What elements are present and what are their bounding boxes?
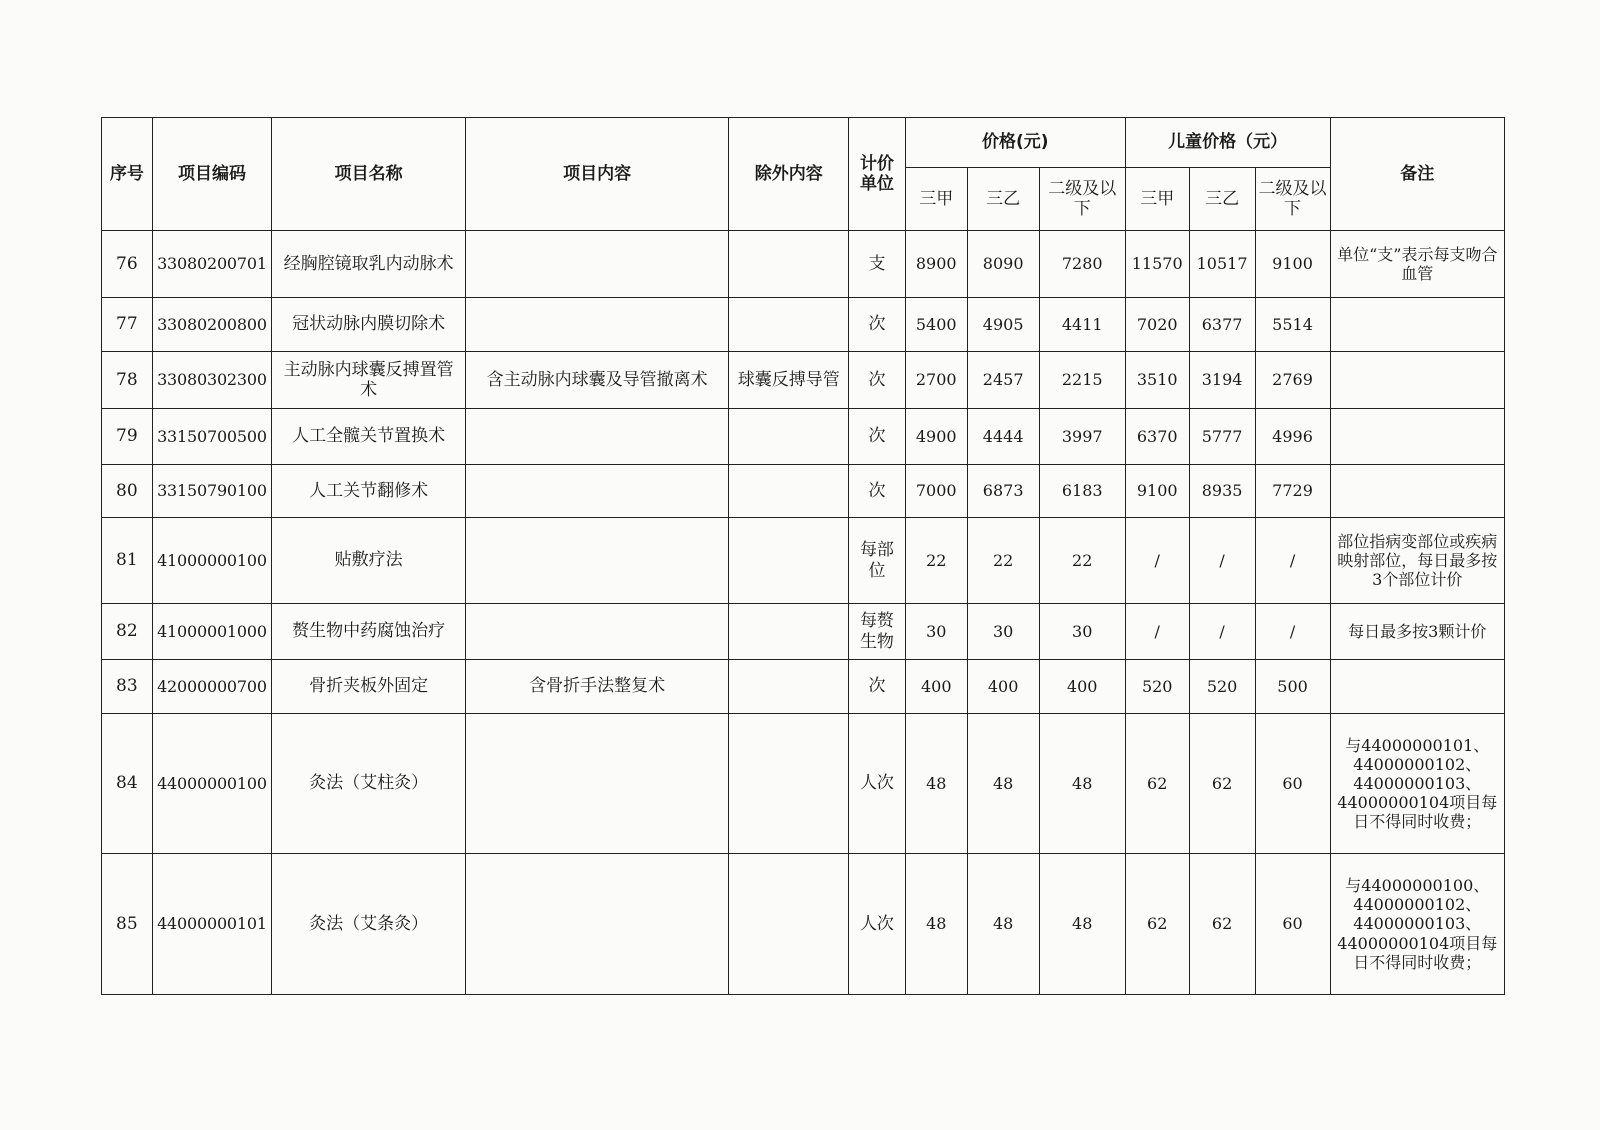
row-seq: 76 bbox=[102, 231, 153, 298]
row-unit: 支 bbox=[849, 231, 906, 298]
row-unit: 次 bbox=[849, 660, 906, 714]
row-child-price-3: 60 bbox=[1255, 854, 1330, 995]
header-price-tier-3: 二级及以下 bbox=[1039, 168, 1125, 231]
row-note: 每日最多按3颗计价 bbox=[1330, 604, 1504, 660]
row-note bbox=[1330, 409, 1504, 465]
table-row bbox=[102, 714, 1505, 854]
row-content bbox=[465, 409, 729, 465]
row-seq: 77 bbox=[102, 298, 153, 352]
row-price-2: 400 bbox=[967, 660, 1039, 714]
row-child-price-2: 520 bbox=[1189, 660, 1255, 714]
row-child-price-3: 9100 bbox=[1255, 231, 1330, 298]
row-child-price-3: / bbox=[1255, 518, 1330, 604]
table-row bbox=[102, 465, 1505, 518]
row-name: 贴敷疗法 bbox=[272, 518, 466, 604]
row-seq: 78 bbox=[102, 352, 153, 409]
price-table-page bbox=[101, 117, 1505, 995]
header-unit: 计价单位 bbox=[849, 118, 906, 231]
row-child-price-3: 500 bbox=[1255, 660, 1330, 714]
row-child-price-1: 7020 bbox=[1125, 298, 1189, 352]
row-code: 33080302300 bbox=[152, 352, 272, 409]
row-note: 与44000000100、44000000102、44000000103、44000000104项目每日不得同时收费； bbox=[1330, 854, 1504, 995]
header-note: 备注 bbox=[1330, 118, 1504, 231]
row-price-3: 3997 bbox=[1039, 409, 1125, 465]
row-price-1: 2700 bbox=[905, 352, 967, 409]
row-seq: 82 bbox=[102, 604, 153, 660]
row-seq: 81 bbox=[102, 518, 153, 604]
row-price-1: 8900 bbox=[905, 231, 967, 298]
table-row bbox=[102, 352, 1505, 409]
row-child-price-2: 10517 bbox=[1189, 231, 1255, 298]
row-content bbox=[465, 231, 729, 298]
row-excluded: 球囊反搏导管 bbox=[729, 352, 849, 409]
row-unit: 次 bbox=[849, 298, 906, 352]
row-excluded bbox=[729, 465, 849, 518]
row-child-price-1: 62 bbox=[1125, 854, 1189, 995]
row-seq: 80 bbox=[102, 465, 153, 518]
row-unit: 每部位 bbox=[849, 518, 906, 604]
row-seq: 83 bbox=[102, 660, 153, 714]
row-child-price-3: / bbox=[1255, 604, 1330, 660]
row-child-price-3: 60 bbox=[1255, 714, 1330, 854]
row-price-3: 2215 bbox=[1039, 352, 1125, 409]
price-table bbox=[101, 117, 1505, 995]
row-price-2: 48 bbox=[967, 854, 1039, 995]
row-price-2: 6873 bbox=[967, 465, 1039, 518]
row-child-price-2: 3194 bbox=[1189, 352, 1255, 409]
row-unit: 次 bbox=[849, 465, 906, 518]
row-content bbox=[465, 854, 729, 995]
row-code: 33080200701 bbox=[152, 231, 272, 298]
header-content: 项目内容 bbox=[465, 118, 729, 231]
row-code: 42000000700 bbox=[152, 660, 272, 714]
table-row bbox=[102, 298, 1505, 352]
row-child-price-3: 5514 bbox=[1255, 298, 1330, 352]
row-child-price-3: 2769 bbox=[1255, 352, 1330, 409]
row-child-price-1: 62 bbox=[1125, 714, 1189, 854]
row-code: 44000000101 bbox=[152, 854, 272, 995]
row-name: 赘生物中药腐蚀治疗 bbox=[272, 604, 466, 660]
row-content bbox=[465, 714, 729, 854]
table-row bbox=[102, 854, 1505, 995]
row-price-3: 48 bbox=[1039, 854, 1125, 995]
header-code: 项目编码 bbox=[152, 118, 272, 231]
row-seq: 85 bbox=[102, 854, 153, 995]
table-row bbox=[102, 231, 1505, 298]
table-row bbox=[102, 604, 1505, 660]
row-child-price-3: 4996 bbox=[1255, 409, 1330, 465]
row-price-1: 400 bbox=[905, 660, 967, 714]
row-child-price-2: / bbox=[1189, 604, 1255, 660]
row-child-price-2: 62 bbox=[1189, 854, 1255, 995]
row-child-price-1: / bbox=[1125, 518, 1189, 604]
header-excluded: 除外内容 bbox=[729, 118, 849, 231]
row-price-2: 2457 bbox=[967, 352, 1039, 409]
row-price-2: 48 bbox=[967, 714, 1039, 854]
table-row bbox=[102, 518, 1505, 604]
row-price-3: 6183 bbox=[1039, 465, 1125, 518]
row-unit: 次 bbox=[849, 409, 906, 465]
row-content bbox=[465, 604, 729, 660]
header-price-tier-2: 三乙 bbox=[967, 168, 1039, 231]
row-price-3: 4411 bbox=[1039, 298, 1125, 352]
row-code: 33150700500 bbox=[152, 409, 272, 465]
row-excluded bbox=[729, 518, 849, 604]
row-note bbox=[1330, 660, 1504, 714]
header-child-tier-1: 三甲 bbox=[1125, 168, 1189, 231]
row-seq: 84 bbox=[102, 714, 153, 854]
row-name: 灸法（艾条灸） bbox=[272, 854, 466, 995]
row-code: 44000000100 bbox=[152, 714, 272, 854]
row-unit: 次 bbox=[849, 352, 906, 409]
row-price-3: 48 bbox=[1039, 714, 1125, 854]
row-excluded bbox=[729, 298, 849, 352]
row-child-price-2: 8935 bbox=[1189, 465, 1255, 518]
header-price-group: 价格(元) bbox=[905, 118, 1125, 168]
row-child-price-1: 9100 bbox=[1125, 465, 1189, 518]
row-excluded bbox=[729, 854, 849, 995]
row-child-price-1: 6370 bbox=[1125, 409, 1189, 465]
row-unit: 每赘生物 bbox=[849, 604, 906, 660]
row-name: 经胸腔镜取乳内动脉术 bbox=[272, 231, 466, 298]
row-child-price-1: 11570 bbox=[1125, 231, 1189, 298]
row-content bbox=[465, 518, 729, 604]
row-code: 41000001000 bbox=[152, 604, 272, 660]
row-price-2: 30 bbox=[967, 604, 1039, 660]
row-price-3: 400 bbox=[1039, 660, 1125, 714]
row-excluded bbox=[729, 660, 849, 714]
row-note bbox=[1330, 298, 1504, 352]
table-row bbox=[102, 409, 1505, 465]
row-unit: 人次 bbox=[849, 854, 906, 995]
row-note: 与44000000101、44000000102、44000000103、44000000104项目每日不得同时收费； bbox=[1330, 714, 1504, 854]
row-child-price-2: 5777 bbox=[1189, 409, 1255, 465]
row-child-price-3: 7729 bbox=[1255, 465, 1330, 518]
row-price-1: 48 bbox=[905, 854, 967, 995]
header-child-price-group: 儿童价格（元） bbox=[1125, 118, 1330, 168]
row-name: 主动脉内球囊反搏置管术 bbox=[272, 352, 466, 409]
row-price-2: 4905 bbox=[967, 298, 1039, 352]
row-note bbox=[1330, 352, 1504, 409]
header-seq: 序号 bbox=[102, 118, 153, 231]
row-price-2: 22 bbox=[967, 518, 1039, 604]
row-code: 33080200800 bbox=[152, 298, 272, 352]
row-name: 冠状动脉内膜切除术 bbox=[272, 298, 466, 352]
row-excluded bbox=[729, 231, 849, 298]
header-child-tier-3: 二级及以下 bbox=[1255, 168, 1330, 231]
row-seq: 79 bbox=[102, 409, 153, 465]
row-content: 含骨折手法整复术 bbox=[465, 660, 729, 714]
row-price-1: 22 bbox=[905, 518, 967, 604]
row-child-price-2: 6377 bbox=[1189, 298, 1255, 352]
row-price-3: 30 bbox=[1039, 604, 1125, 660]
row-price-1: 48 bbox=[905, 714, 967, 854]
row-content bbox=[465, 465, 729, 518]
row-unit: 人次 bbox=[849, 714, 906, 854]
row-price-3: 22 bbox=[1039, 518, 1125, 604]
row-price-2: 4444 bbox=[967, 409, 1039, 465]
row-price-2: 8090 bbox=[967, 231, 1039, 298]
row-price-1: 30 bbox=[905, 604, 967, 660]
row-note bbox=[1330, 465, 1504, 518]
header-name: 项目名称 bbox=[272, 118, 466, 231]
row-name: 人工全髋关节置换术 bbox=[272, 409, 466, 465]
row-content: 含主动脉内球囊及导管撤离术 bbox=[465, 352, 729, 409]
row-code: 41000000100 bbox=[152, 518, 272, 604]
row-child-price-2: / bbox=[1189, 518, 1255, 604]
row-child-price-1: 3510 bbox=[1125, 352, 1189, 409]
row-note: 部位指病变部位或疾病映射部位，每日最多按3个部位计价 bbox=[1330, 518, 1504, 604]
row-name: 人工关节翻修术 bbox=[272, 465, 466, 518]
row-name: 灸法（艾柱灸） bbox=[272, 714, 466, 854]
row-code: 33150790100 bbox=[152, 465, 272, 518]
row-excluded bbox=[729, 409, 849, 465]
row-price-1: 7000 bbox=[905, 465, 967, 518]
row-child-price-1: / bbox=[1125, 604, 1189, 660]
row-name: 骨折夹板外固定 bbox=[272, 660, 466, 714]
header-child-tier-2: 三乙 bbox=[1189, 168, 1255, 231]
row-price-3: 7280 bbox=[1039, 231, 1125, 298]
row-note: 单位“支”表示每支吻合血管 bbox=[1330, 231, 1504, 298]
row-child-price-1: 520 bbox=[1125, 660, 1189, 714]
row-content bbox=[465, 298, 729, 352]
table-row bbox=[102, 660, 1505, 714]
row-child-price-2: 62 bbox=[1189, 714, 1255, 854]
row-excluded bbox=[729, 604, 849, 660]
row-price-1: 5400 bbox=[905, 298, 967, 352]
row-excluded bbox=[729, 714, 849, 854]
header-price-tier-1: 三甲 bbox=[905, 168, 967, 231]
row-price-1: 4900 bbox=[905, 409, 967, 465]
